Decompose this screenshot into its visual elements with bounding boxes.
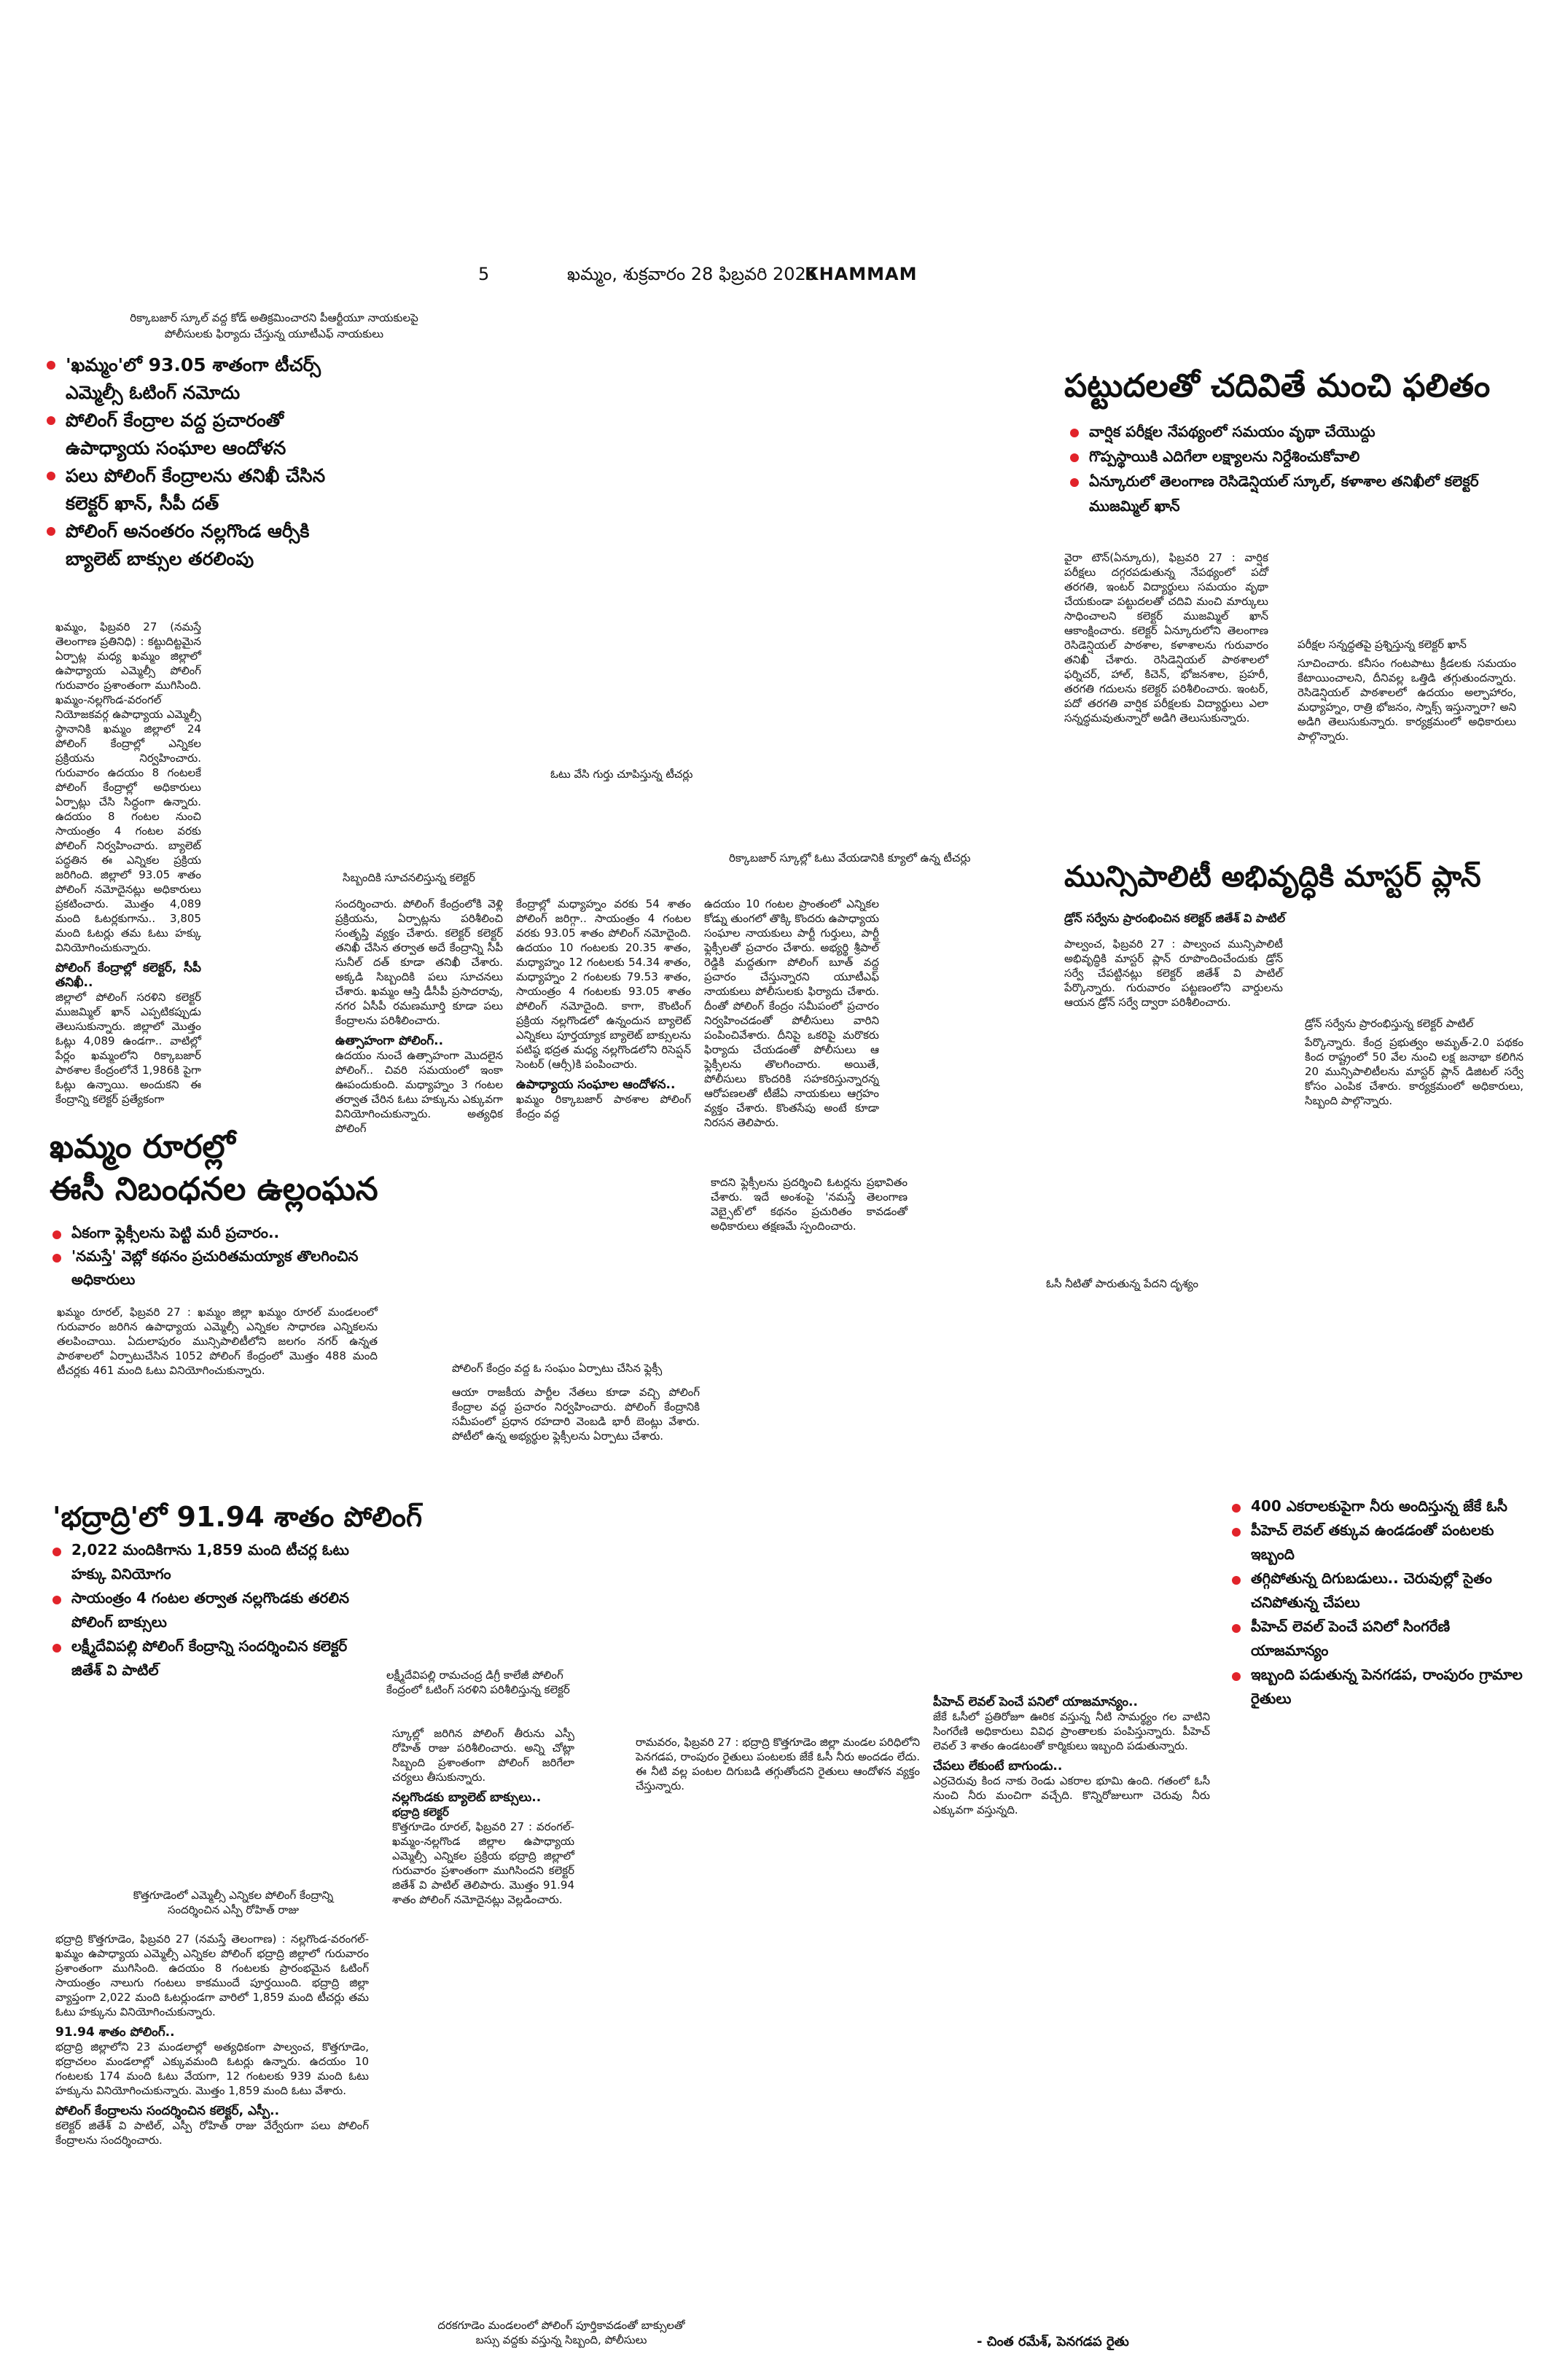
section-name: KHAMMAM: [805, 264, 918, 284]
photo-caption: రిక్కాబజార్ స్కూల్లో ఓటు వేయడానికి క్యూలో ఉన్న టీచర్లు: [729, 851, 971, 865]
right-middle-subline: డ్రోన్ సర్వేను ప్రారంభించిన కలెక్టర్ జితేశ్ వి పాటిల్: [1064, 911, 1286, 925]
paragraph: ఎర్రచెరువు కింద నాకు రెండు ఎకరాల భూమి ఉంది. గతంలో ఓసీ నుంచి నీరు మంచిగా వచ్చేది. కొన్నిరోజులుగా చెరువు నీరు ఎక్కువగా వస్తున్నది.: [933, 1774, 1210, 1817]
subheading: పోలింగ్ కేంద్రాలను సందర్శించిన కలెక్టర్, ఎస్పీ..: [55, 2104, 280, 2118]
caption-line: దరకగూడెం మండలంలో పోలింగ్ పూర్తికావడంతో బాక్సులతో: [437, 2319, 685, 2332]
subheading: నల్లగొండకు బ్యాలెట్ బాక్సులు..: [392, 1790, 542, 1805]
subheading: భద్రాద్రి కలెక్టర్: [392, 1806, 449, 1819]
bhadradri-headline: 'భద్రాద్రి'లో 91.94 శాతం పోలింగ్: [52, 1501, 423, 1533]
bullet-item: 'ఖమ్మం'లో 93.05 శాతంగా టీచర్స్ ఎమ్మెల్సీ ఓటింగ్ నమోదు: [47, 351, 367, 407]
photo-caption: ఓసీ నీటితో పారుతున్న పేదని దృశ్యం: [1046, 1277, 1198, 1290]
subheading: చేపలు లేకుంటే బాగుండు..: [933, 1759, 1063, 1774]
paragraph: జిల్లాలో పోలింగ్ సరళిని కలెక్టర్ ముజమ్మిల్ ఖాన్ ఎప్పటికప్పుడు తెలుసుకున్నారు. జిల్లాలో మొత్తం ఓట్లు 4,089 ఉండగా.. వాటిల్లో పేర్లం ఖమ్మంలోని రిక్కాబజార్ పాఠశాల కేంద్రంలోనే 1,986కి పైగా ఓట్లు ఉన్నాయి. అందుకని ఈ కేంద్రాన్ని కలెక్టర్ ప్రత్యేకంగా: [55, 991, 201, 1106]
paragraph: కొత్తగూడెం రూరల్, ఫిబ్రవరి 27 : వరంగల్-ఖమ్మం-నల్లగొండ జిల్లాల ఉపాధ్యాయ ఎమ్మెల్సీ ఎన్నికల ప్రక్రియ భద్రాద్రి జిల్లాలో గురువారం ప్రశాంతంగా ముగిసిందని కలెక్టర్ జితేశ్ వి పాటిల్ తెలిపారు. మొత్తం 91.94 శాతం పోలింగ్ నమోదైనట్లు వెల్లడించారు.: [392, 1820, 574, 1906]
photo-caption: [408, 2318, 714, 2347]
photo-caption: డ్రోన్ సర్వేను ప్రారంభిస్తున్న కలెక్టర్ పాటిల్: [1305, 1017, 1474, 1030]
oc-signature: - చింత రమేశ్, పెనగడప రైతు: [977, 2334, 1129, 2349]
rural-col-2: ఆయా రాజకీయ పార్టీల నేతలు కూడా వచ్చి పోలింగ్ కేంద్రాల వద్ద ప్రచారం నిర్వహించారు. పోలింగ్ కేంద్రానికి సమీపంలో ప్రధాన రహదారి వెంబడి భారీ బెంట్లు వేశారు. పోటీలో ఉన్న అభ్యర్థుల ఫ్లెక్సీలను ఏర్పాటు చేశారు.: [452, 1386, 700, 1443]
bullet-item: లక్ష్మీదేవిపల్లి పోలింగ్ కేంద్రాన్ని సందర్శించిన కలెక్టర్ జితేశ్ వి పాటిల్: [52, 1634, 366, 1682]
main-story-column-3: [516, 897, 691, 1125]
paragraph: జేకే ఓసీలో ప్రతిరోజూ ఊరిక వస్తున్న నీటి సామర్థ్యం గల వాటిని సింగరేణి అధికారులు వివిధ ప్రాంతాలకు పంపిస్తున్నారు. పీహెచ్ లెవల్ 3 శాతం ఉండటంతో కార్మికులు ఇబ్బంది పడుతున్నారు.: [933, 1710, 1210, 1752]
bullet-item: ఏన్కూరులో తెలంగాణ రెసిడెన్షియల్ స్కూల్, కళాశాల తనిఖీలో కలెక్టర్ ముజమ్మిల్ ఖాన్: [1070, 469, 1522, 518]
caption-line: సందర్శించిన ఎస్పీ రోహిత్ రాజు: [168, 1903, 299, 1916]
paragraph: భద్రాద్రి జిల్లాలోని 23 మండలాల్లో అత్యధికంగా పాల్వంచ, కొత్తగూడెం, భద్రాచలం మండలాల్లో ఎక్కువమంది ఓటర్లు ఉన్నారు. ఉదయం 10 గంటలకు 174 మంది ఓటు వేయగా, 12 గంటలకు 939 మంది ఓటు హక్కును వినియోగించుకున్నారు. మొత్తం 1,859 మంది ఓటు వేశారు.: [55, 2040, 369, 2097]
right-top-headline: పట్టుదలతో చదివితే మంచి ఫలితం: [1064, 367, 1491, 405]
bullet-item: వార్షిక పరీక్షల నేపథ్యంలో సమయం వృథా చేయొద్దు: [1070, 419, 1522, 444]
masthead: [0, 264, 1557, 293]
oc-column-2: [933, 1695, 1210, 1822]
main-story-bullets: [47, 351, 367, 573]
bullet-item: ఇబ్బంది పడుతున్న పెనగడప, రాంపురం గ్రామాల రైతులు: [1232, 1663, 1523, 1711]
subheading: 91.94 శాతం పోలింగ్..: [55, 2025, 175, 2040]
caption-line: కొత్తగూడెంలో ఎమ్మెల్సీ ఎన్నికల పోలింగ్ కేంద్రాన్ని: [133, 1889, 334, 1902]
subheading: ఉపాధ్యాయ సంఘాల ఆందోళన..: [516, 1077, 676, 1092]
paragraph: సందర్శించారు. పోలింగ్ కేంద్రంలోకి వెళ్లి ప్రక్రియను, ఏర్పాట్లను పరిశీలించి సంతృప్తి వ్యక్తం చేశారు. కలెక్టర్ కలెక్టర్ తనిఖీ చేసిన తర్వాత అదే కేంద్రాన్ని సీపీ సునీల్ దత్ కూడా తనిఖీ చేశారు. అక్కడి సిబ్బందికి పలు సూచనలు చేశారు. ఖమ్మం ఆస్తి డీసీపీ ప్రసాదరావు, నగర ఏసీపీ రమణమూర్తి కూడా పలు కేంద్రాలను పరిశీలించారు.: [335, 897, 503, 1027]
bullet-item: 2,022 మందికిగాను 1,859 మంది టీచర్ల ఓటు హక్కు వినియోగం: [52, 1538, 366, 1586]
photo-caption: సిబ్బందికి సూచనలిస్తున్న కలెక్టర్: [343, 871, 475, 884]
photo-caption: [95, 1888, 372, 1917]
paragraph: కేంద్రాల్లో మధ్యాహ్నం వరకు 54 శాతం పోలింగ్ జరిగ్గా.. సాయంత్రం 4 గంటల వరకు 93.05 శాతం పోలింగ్ నమోదైంది. ఉదయం 10 గంటలకు 20.35 శాతం, మధ్యాహ్నం 12 గంటలకు 54.34 శాతం, మధ్యాహ్నం 2 గంటలకు 79.53 శాతం, సాయంత్రం 4 గంటలకు 93.05 శాతం పోలింగ్ నమోదైంది. కాగా, కౌంటింగ్ ప్రక్రియ నల్లగొండలో ఉన్నందున బ్యాలెట్ ఎన్నికలు పూర్తయ్యాక బ్యాలెట్ బాక్సులను పటిష్ఠ భద్రత మధ్య నల్లగొండలోని రిసెప్షన్ సెంటర్ (ఆర్సీ)కి పంపించారు.: [516, 897, 691, 1071]
paragraph: ఉదయం నుంచే ఉత్సాహంగా మొదలైన పోలింగ్.. చివరి సమయంలో ఇంకా ఊపందుకుంది. మధ్యాహ్నం 3 గంటల తర్వాత చేరిన ఓటు హక్కును ఎక్కువగా వినియోగించుకున్నారు. అత్యధిక పోలింగ్: [335, 1049, 503, 1135]
bhadradri-bullets: [52, 1538, 366, 1682]
headline-line: ఈసీ నిబంధనల ఉల్లంఘన: [50, 1171, 378, 1208]
top-photo-caption: [41, 310, 507, 342]
rural-col-3: కాదని ఫ్లెక్సీలను ప్రదర్శించి ఓటర్లను ప్రభావితం చేశారు. ఇదే అంశంపై 'నమస్తే తెలంగాణ వెబ్సైట్'లో కథనం ప్రచురితం కావడంతో అధికారులు తక్షణమే స్పందించారు.: [711, 1176, 908, 1233]
right-middle-body: పాల్వంచ, ఫిబ్రవరి 27 : పాల్వంచ మున్సిపాలిటీ అభివృద్ధికి మాస్టర్ ప్లాన్ రూపొందించేందుకు డ్రోన్ సర్వే చేపట్టినట్లు కలెక్టర్ జితేశ్ వి పాటిల్ పేర్కొన్నారు. గురువారం పట్టణంలోని వార్డులను ఆయన డ్రోన్ సర్వే ద్వారా పరిశీలించారు.: [1064, 937, 1283, 1009]
paragraph: ఖమ్మం, ఫిబ్రవరి 27 (నమస్తే తెలంగాణ ప్రతినిధి) : కట్టుదిట్టమైన ఏర్పాట్ల మధ్య ఖమ్మం జిల్లాలో ఉపాధ్యాయ ఎమ్మెల్సీ పోలింగ్ గురువారం ప్రశాంతంగా ముగిసింది. ఖమ్మం-నల్లగొండ-వరంగల్ నియోజకవర్గ ఉపాధ్యాయ ఎమ్మెల్సీ స్థానానికి ఖమ్మం జిల్లాలో 24 పోలింగ్ కేంద్రాల్లో ఎన్నికల ప్రక్రియను నిర్వహించారు. గురువారం ఉదయం 8 గంటలకే పోలింగ్ కేంద్రాల్లో అధికారులు ఏర్పాట్లు చేసి సిద్ధంగా ఉన్నారు. ఉదయం 8 గంటల నుంచి సాయంత్రం 4 గంటల వరకు పోలింగ్ నిర్వహించారు. బ్యాలెట్ పద్ధతిన ఈ ఎన్నికల ప్రక్రియ జరిగింది. జిల్లాలో 93.05 శాతం పోలింగ్ నమోదైనట్లు అధికారులు ప్రకటించారు. మొత్తం 4,089 మంది ఓటర్లకుగాను.. 3,805 మంది ఓటర్లు తమ ఓటు హక్కు వినియోగించుకున్నారు.: [55, 620, 201, 954]
oc-column-1: రామవరం, ఫిబ్రవరి 27 : భద్రాద్రి కొత్తగూడెం జిల్లా మండల పరిధిలోని పెనగడప, రాంపురం రైతులు పంటలకు జేకే ఓసీ నీరు అందడం లేదు. ఈ నీటి వల్ల పంటల దిగుబడి తగ్గుతోందని రైతులు ఆందోళన వ్యక్తం చేస్తున్నారు.: [636, 1736, 920, 1792]
photo-caption: పోలింగ్ కేంద్రం వద్ద ఓ సంఘం ఏర్పాటు చేసిన ఫ్లెక్సీ: [452, 1362, 663, 1375]
paragraph: కలెక్టర్ జితేశ్ వి పాటిల్, ఎస్పీ రోహిత్ రాజు వేర్వేరుగా పలు పోలింగ్ కేంద్రాలను సందర్శించారు.: [55, 2119, 369, 2147]
bullet-item: పీహెచ్ లెవల్ పెంచే పనిలో సింగరేణి యాజమాన్యం: [1232, 1615, 1523, 1663]
bhadradri-column-2: [392, 1726, 574, 1911]
rural-bullets: [52, 1221, 395, 1291]
oc-bullets: [1232, 1494, 1523, 1711]
bullet-item: పీహెచ్ లెవల్ తక్కువ ఉండడంతో పంటలకు ఇబ్బంది: [1232, 1518, 1523, 1566]
photo-caption: ఓటు వేసి గుర్తు చూపిస్తున్న టీచర్లు: [550, 768, 693, 781]
subheading: పీహెచ్ లెవల్ పెంచే పనిలో యాజమాన్యం..: [933, 1695, 1138, 1709]
bullet-item: పోలింగ్ అనంతరం నల్లగొండ ఆర్సీకి బ్యాలెట్ బాక్సుల తరలింపు: [47, 518, 367, 573]
rural-body: ఖమ్మం రూరల్, ఫిబ్రవరి 27 : ఖమ్మం జిల్లా ఖమ్మం రూరల్ మండలంలో గురువారం జరిగిన ఉపాధ్యాయ ఎమ్మెల్సీ ఎన్నికల సాధారణ ఎన్నికలను తలపించాయి. ఏదులాపురం మున్సిపాలిటీలోని జలగం నగర్ ఉన్నత పాఠశాలలో ఏర్పాటుచేసిన 1052 పోలింగ్ కేంద్రంలో మొత్తం 488 మంది టీచర్లకు 461 మంది ఓటు వినియోగించుకున్నారు.: [57, 1306, 378, 1377]
subheading: పోలింగ్ కేంద్రాల్లో కలెక్టర్, సీపీ తనిఖీ..: [55, 961, 201, 990]
subheading: ఉత్సాహంగా పోలింగ్..: [335, 1034, 444, 1048]
bullet-item: 400 ఎకరాలకుపైగా నీరు అందిస్తున్న జేకే ఓసీ: [1232, 1494, 1523, 1518]
right-middle-side-body: పేర్కొన్నారు. కేంద్ర ప్రభుత్వం అమృత్-2.0 పథకం కింద రాష్ట్రంలో 50 వేల నుంచి లక్ష జనాభా కలిగిన 20 మున్సిపాలిటీలను మాస్టర్ ప్లాన్ డిజిటల్ సర్వే కోసం ఎంపిక చేశారు. కార్యక్రమంలో అధికారులు, సిబ్బంది పాల్గొన్నారు.: [1305, 1036, 1523, 1107]
photo-caption: పరీక్షల సన్నద్ధతపై ప్రశ్నిస్తున్న కలెక్టర్ ఖాన్: [1298, 638, 1467, 651]
paragraph: ఖమ్మం రిక్కాబజార్ పాఠశాల పోలింగ్ కేంద్రం వద్ద: [516, 1093, 691, 1120]
caption-line: పోలీసులకు ఫిర్యాదు చేస్తున్న యూటీఎఫ్ నాయకులు: [164, 327, 384, 340]
date-line: ఖమ్మం, శుక్రవారం 28 ఫిబ్రవరి 2025: [567, 264, 818, 284]
right-top-side-body: సూచించారు. కనీసం గంటపాటు క్రీడలకు సమయం కేటాయించాలని, దీనివల్ల ఒత్తిడి తగ్గుతుందన్నారు. రెసిడెన్షియల్ పాఠశాలలో ఉదయం అల్పాహారం, మధ్యాహ్నం, రాత్రి భోజనం, స్నాక్స్ ఇస్తున్నారా? అని అడిగి తెలుసుకున్నారు. కార్యక్రమంలో అధికారులు పాల్గొన్నారు.: [1298, 657, 1516, 743]
page-number: 5: [478, 264, 490, 284]
caption-line: రిక్కాబజార్ స్కూల్ వద్ద కోడ్ అతిక్రమించారని పీఆర్టీయూ నాయకులపై: [130, 311, 418, 324]
bullet-item: ఏకంగా ఫ్లెక్సీలను పెట్టి మరీ ప్రచారం..: [52, 1221, 395, 1244]
bullet-item: పోలింగ్ కేంద్రాల వద్ద ప్రచారంతో ఉపాధ్యాయ సంఘాల ఆందోళన: [47, 407, 367, 462]
bullet-item: గొప్పస్థాయికి ఎదిగేలా లక్ష్యాలను నిర్దేశించుకోవాలి: [1070, 444, 1522, 469]
right-top-body: వైరా టౌన్(ఏన్కూరు), ఫిబ్రవరి 27 : వార్షిక పరీక్షలు దగ్గరపడుతున్న నేపథ్యంలో పదో తరగతి, ఇంటర్ విద్యార్థులు సమయం వృథా చేయకుండా పట్టుదలతో చదివి మంచి మార్కులు సాధించాలని కలెక్టర్ ముజమ్మిల్ ఖాన్ ఆకాంక్షించారు. కలెక్టర్ ఏన్కూరులోని తెలంగాణ రెసిడెన్షియల్ పాఠశాల, కళాశాలను గురువారం తనిఖీ చేశారు. రెసిడెన్షియల్ పాఠశాలలో ఫర్నిచర్, హాల్, కిచెన్, భోజనశాల, ప్రహరీ, తరగతి గదులను కలెక్టర్ పరిశీలించారు. ఇంటర్, పదో తరగతి వార్షిక పరీక్షలకు విద్యార్థులు ఎలా సన్నద్ధమవుతున్నారో అడిగి తెలుసుకున్నారు.: [1064, 551, 1268, 725]
paragraph: భద్రాద్రి కొత్తగూడెం, ఫిబ్రవరి 27 (నమస్తే తెలంగాణ) : నల్లగొండ-వరంగల్-ఖమ్మం ఉపాధ్యాయ ఎమ్మెల్సీ ఎన్నికల పోలింగ్ భద్రాద్రి జిల్లాలో గురువారం ప్రశాంతంగా ముగిసింది. ఉదయం 8 గంటలకు ప్రారంభమైన ఓటింగ్ సాయంత్రం నాలుగు గంటలు కాకముందే పూర్తయింది. భద్రాద్రి జిల్లా వ్యాప్తంగా 2,022 మంది ఓటర్లుండగా వారిలో 1,859 మంది టీచర్లు తమ ఓటు హక్కును వినియోగించుకున్నారు.: [55, 1932, 369, 2018]
bullet-item: సాయంత్రం 4 గంటల తర్వాత నల్లగొండకు తరలిన పోలింగ్ బాక్సులు: [52, 1586, 366, 1634]
photo-caption: [386, 1668, 605, 1697]
right-top-bullets: [1070, 419, 1522, 518]
rural-headline: [50, 1126, 502, 1211]
main-story-column-1: [55, 620, 201, 1111]
main-story-column-2: [335, 897, 503, 1140]
bullet-item: తగ్గిపోతున్న దిగుబడులు.. చెరువుల్లో సైతం చనిపోతున్న చేపలు: [1232, 1566, 1523, 1615]
headline-line: ఖమ్మం రూరల్లో: [50, 1128, 235, 1166]
bullet-item: పలు పోలింగ్ కేంద్రాలను తనిఖీ చేసిన కలెక్టర్ ఖాన్, సీపీ దత్: [47, 462, 367, 518]
main-story-column-4: [704, 897, 879, 1134]
caption-line: లక్ష్మీదేవిపల్లి రామచంద్ర డిగ్రీ కాలేజీ పోలింగ్: [386, 1669, 563, 1682]
paragraph: ఉదయం 10 గంటల ప్రాంతంలో ఎన్నికల కోడ్ను తుంగలో తొక్కి కొందరు ఉపాధ్యాయ సంఘాల నాయకులు పార్టీ గుర్తులు, పార్టీ ఫ్లెక్సీలతో ప్రచారం చేశారు. అభ్యర్థి శ్రీపాల్ రెడ్డికి మద్దతుగా పోలింగ్ బూత్ వద్ద ప్రచారం చేస్తున్నారని యూటీఎఫ్ నాయకులు పోలీసులకు ఫిర్యాదు చేశారు. దీంతో పోలింగ్ కేంద్రం సమీపంలో ప్రచారం నిర్వహించడంతో పోలీసులు వారిని పంపించివేశారు. దీనిపై ఒకరిపై మరొకరు ఫిర్యాదు చేయడంతో పోలీసులు ఆ ఫ్లెక్సీలను తొలగించారు. అయితే, పోలీసులు కొందరికి సహకరిస్తున్నారన్న ఆరోపణలతో టీజేఏ నాయకులు ఆగ్రహం వ్యక్తం చేశారు. కొంతసేపు అంటే కూడా నిరసన తెలిపారు.: [704, 897, 879, 1129]
paragraph: స్కూల్లో జరిగిన పోలింగ్ తీరును ఎస్పీ రోహిత్ రాజు పరిశీలించారు. అన్ని చోట్లా సిబ్బంది ప్రశాంతంగా పోలింగ్ జరిగేలా చర్యలు తీసుకున్నారు.: [392, 1727, 574, 1784]
caption-line: కేంద్రంలో ఓటింగ్ సరళిని పరిశీలిస్తున్న కలెక్టర్: [386, 1683, 570, 1696]
caption-line: బస్సు వద్దకు వస్తున్న సిబ్బంది, పోలీసులు: [475, 2333, 647, 2346]
bullet-item: 'నమస్తే' వెబ్లో కథనం ప్రచురితమయ్యాక తొలగించిన అధికారులు: [52, 1244, 395, 1291]
bhadradri-column-1: [55, 1932, 369, 2152]
right-middle-headline: మున్సిపాలిటీ అభివృద్ధికి మాస్టర్ ప్లాన్: [1064, 860, 1481, 894]
